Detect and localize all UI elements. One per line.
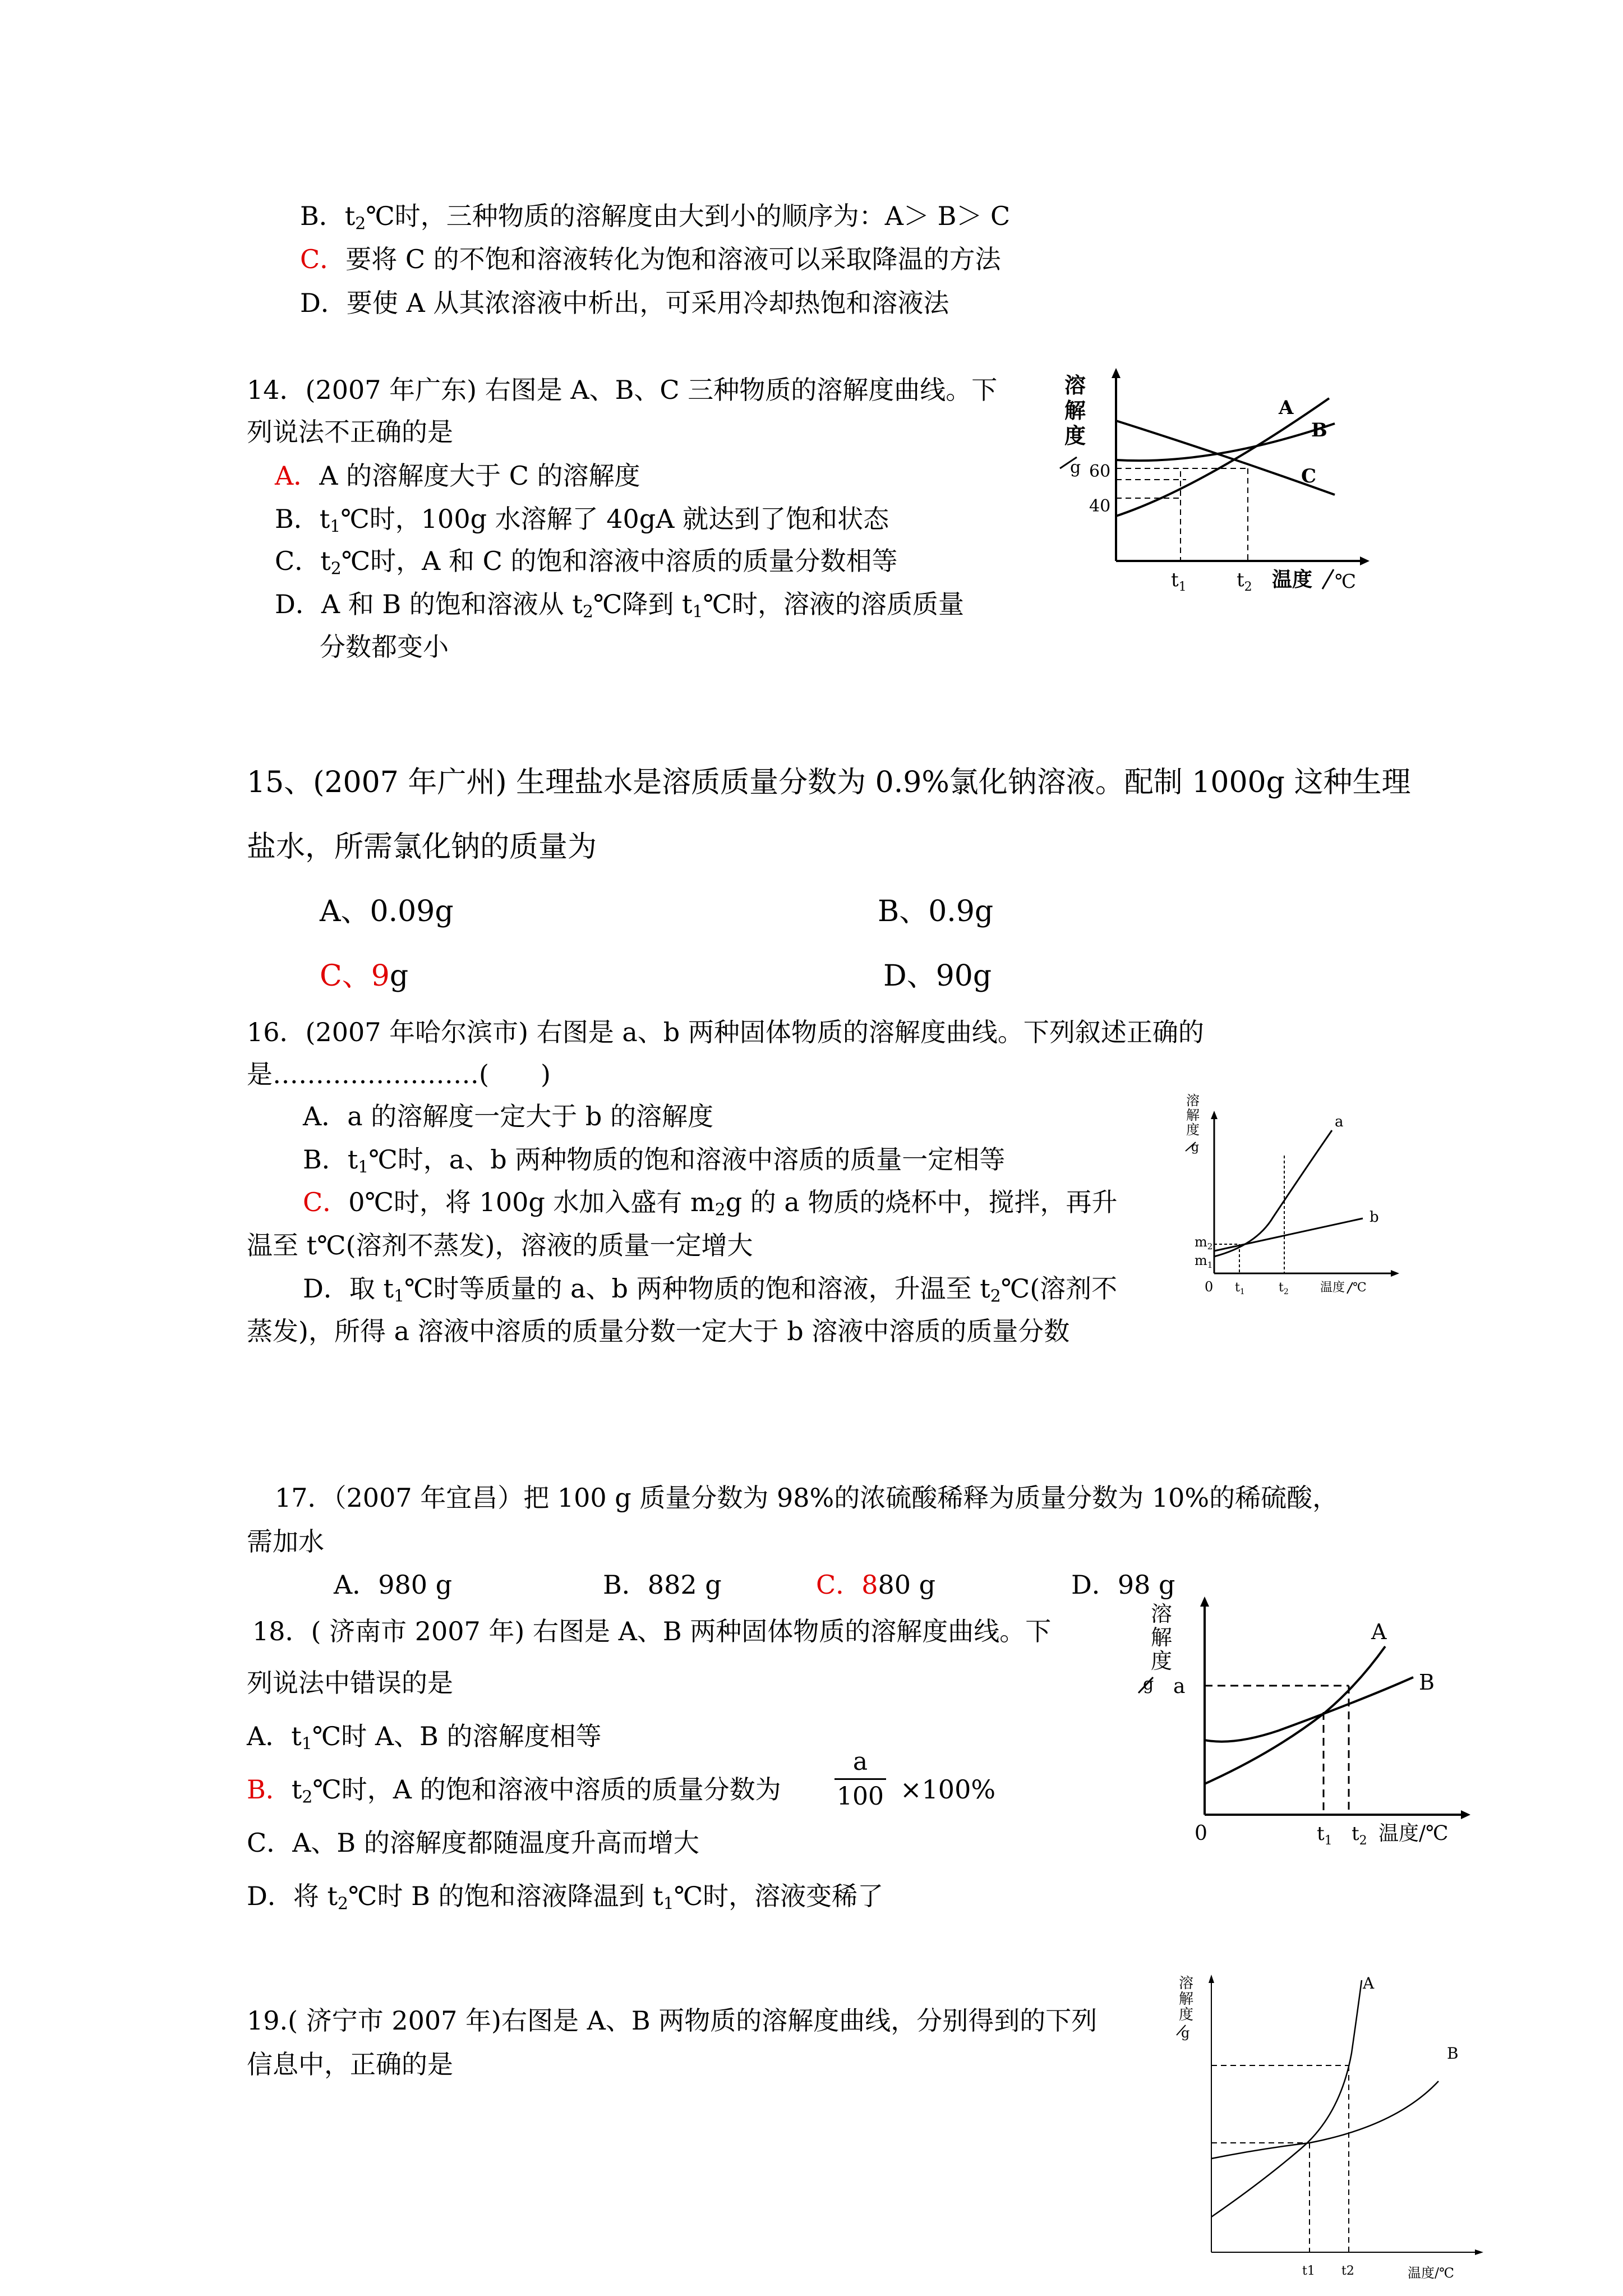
q19-xtick-t2: t2 [1341,2264,1354,2278]
q14-option-b: B．$t_1℃$时，100g 水溶解了 40gA 就达到了饱和状态 [275,504,889,537]
q17-stem-line1: 17．（2007 年宜昌）把 100 g 质量分数为 98%的浓硫酸稀释为质量分数为 10%的稀硫酸， [275,1483,1339,1513]
q18-yunit: g [1143,1674,1154,1694]
q18-xlabel: 温度/℃ [1378,1822,1449,1845]
q16-option-a: A．a 的溶解度一定大于 b 的溶解度 [303,1101,713,1131]
q18-ylabel-1: 溶 [1151,1602,1173,1626]
q18-fraction-numerator: a [852,1747,868,1776]
q14-xtick-t2: $t_2$ [1237,569,1252,594]
q18-option-b-fraction [834,1747,886,1811]
q18-stem-line1: 18．( 济南市 2007 年) 右图是 A、B 两种固体物质的溶解度曲线。下 [252,1616,1052,1646]
q16-xlabel: 温度 [1320,1281,1345,1295]
q16-ylabel-2: 解 [1186,1107,1200,1123]
q16-ytick-m2: $m_2$ [1195,1234,1213,1251]
q18-option-b-tail: ×100% [900,1774,996,1805]
q15-option-b: B、0.9g [878,895,994,928]
q16-xtick-t1: $t_1$ [1235,1281,1245,1296]
q19-ylabel-2: 解 [1179,1991,1194,2008]
q14-stem-line2: 列说法不正确的是 [247,417,453,447]
q16-label-b: b [1370,1209,1379,1226]
q18-label-b: B [1419,1670,1435,1695]
q14-ylabel-3: 度 [1064,423,1086,448]
q14-yunit: g [1070,458,1081,477]
q16-stem-line1: 16．(2007 年哈尔滨市) 右图是 a、b 两种固体物质的溶解度曲线。下列叙述正确的 [247,1017,1204,1047]
q18-fraction-bar [834,1778,886,1780]
q18-xtick-t2: $t_2$ [1352,1823,1367,1848]
q16-curve-b [1214,1218,1363,1251]
q14-solubility-figure [1054,370,1368,606]
q15-stem-line1: 15、(2007 年广州) 生理盐水是溶质质量分数为 0.9%氯化钠溶液。配制 1000g 这种生理 [247,766,1411,799]
q16-ytick-m1: $m_1$ [1195,1253,1213,1270]
q14-ytick-60: 60 [1089,462,1111,481]
q14-ytick-40: 40 [1089,496,1111,516]
q17-option-d: D．98 g [1071,1570,1175,1600]
q14-option-d-line2: 分数都变小 [320,632,449,662]
q17-option-b: B．882 g [603,1570,722,1600]
q14-xunit: ℃ [1335,570,1357,593]
q19-curve-b [1211,2081,1438,2159]
q19-curve-a [1211,1980,1362,2217]
q17-option-c: C．880 g [816,1570,936,1600]
q18-option-d: D．将 $t_2℃$时 B 的饱和溶液降温到 $t_1℃$时，溶液变稀了 [247,1881,884,1914]
q18-ylabel-2: 解 [1151,1625,1173,1650]
q19-stem-line1: 19.( 济宁市 2007 年)右图是 A、B 两物质的溶解度曲线，分别得到的下列 [247,2005,1098,2036]
q16-xtick-t2: $t_2$ [1279,1281,1289,1296]
q18-label-a: A [1371,1619,1387,1644]
q18-xtick-t1: $t_1$ [1317,1823,1332,1848]
q14-stem-line1: 14．(2007 年广东) 右图是 A、B、C 三种物质的溶解度曲线。下 [247,375,998,405]
q18-option-a: A．$t_1℃$时 A、B 的溶解度相等 [247,1721,602,1754]
q16-option-c-line1: C．0℃时，将 100g 水加入盛有 $m_2g$ 的 a 物质的烧杯中，搅拌，再升 [303,1187,1118,1220]
q14-label-c: C [1301,465,1317,487]
q14-ylabel-2: 解 [1064,398,1086,423]
q14-option-c: C．$t_2℃$时，A 和 C 的饱和溶液中溶质的质量分数相等 [275,546,898,579]
q15-option-d: D、90g [883,959,992,993]
q17-option-a: A．980 g [334,1570,453,1600]
q16-xunit: ℃ [1353,1281,1367,1295]
q16-label-a: a [1335,1114,1344,1130]
q18-curve-a [1205,1646,1385,1784]
q13-option-b: B．$t_2℃$时，三种物质的溶解度由大到小的顺序为：A＞ B＞ C [300,201,1011,234]
q14-curve-b [1116,424,1335,461]
q14-label-a: A [1279,397,1294,419]
q19-solubility-figure [1172,1969,1486,2294]
q16-origin: 0 [1205,1279,1214,1295]
q19-stem-line2: 信息中，正确的是 [247,2049,453,2079]
q17-stem-line2: 需加水 [247,1526,324,1557]
q19-xlabel: 温度/℃ [1408,2265,1454,2281]
q15-stem-line2: 盐水，所需氯化钠的质量为 [247,830,597,864]
q16-option-d-line1: D．取 $t_1℃$时等质量的 a、b 两种物质的饱和溶液，升温至 $t_2℃$(溶剂不 [303,1273,1118,1306]
q18-origin: 0 [1195,1822,1207,1845]
q19-label-a: A [1363,1974,1375,1993]
q16-yunit: g [1191,1140,1200,1154]
q18-fraction-denominator: 100 [837,1782,884,1811]
q16-ylabel-1: 溶 [1186,1093,1200,1108]
q16-option-d-line2: 蒸发)，所得 a 溶液中溶质的质量分数一定大于 b 溶液中溶质的质量分数 [247,1316,1070,1346]
q16-stem-line2: 是……………………( ) [247,1059,551,1089]
q14-option-a: A．A 的溶解度大于 C 的溶解度 [275,461,640,491]
q19-yunit: g [1181,2025,1190,2041]
q14-xtick-t1: $t_1$ [1171,569,1187,594]
q13-option-c: C．要将 C 的不饱和溶液转化为饱和溶液可以采取降温的方法 [300,244,1001,274]
q18-option-b: B．$t_2℃$时，A 的饱和溶液中溶质的质量分数为 [247,1774,781,1807]
q18-stem-line2: 列说法中错误的是 [247,1668,453,1698]
q16-ylabel-3: 度 [1186,1122,1200,1138]
q18-curve-b [1205,1677,1413,1742]
q16-option-c-line2: 温至 t℃(溶剂不蒸发)，溶液的质量一定增大 [247,1230,753,1260]
q19-ylabel-1: 溶 [1179,1975,1194,1992]
q14-option-d-line1: D．A 和 B 的饱和溶液从 $t_2℃$降到 $t_1℃$时，溶液的溶质质量 [275,589,964,622]
q19-xtick-t1: t1 [1302,2264,1315,2278]
q16-option-b: B．$t_1℃$时，a、b 两种物质的饱和溶液中溶质的质量一定相等 [303,1144,1006,1177]
q18-option-c: C．A、B 的溶解度都随温度升高而增大 [247,1828,699,1858]
q18-ytick-a: a [1173,1675,1186,1698]
q19-ylabel-3: 度 [1179,2007,1194,2023]
q15-option-c: C、9g [320,959,409,993]
q18-solubility-figure [1138,1593,1475,1857]
q19-label-b: B [1447,2044,1459,2063]
q14-xlabel: 温度 [1272,568,1313,591]
q15-option-a: A、0.09g [320,895,454,928]
q16-solubility-figure [1183,1088,1402,1301]
q13-option-d: D．要使 A 从其浓溶液中析出，可采用冷却热饱和溶液法 [300,288,949,318]
q18-ylabel-3: 度 [1151,1649,1173,1673]
q14-label-b: B [1311,419,1327,441]
q14-ylabel-1: 溶 [1064,372,1086,398]
